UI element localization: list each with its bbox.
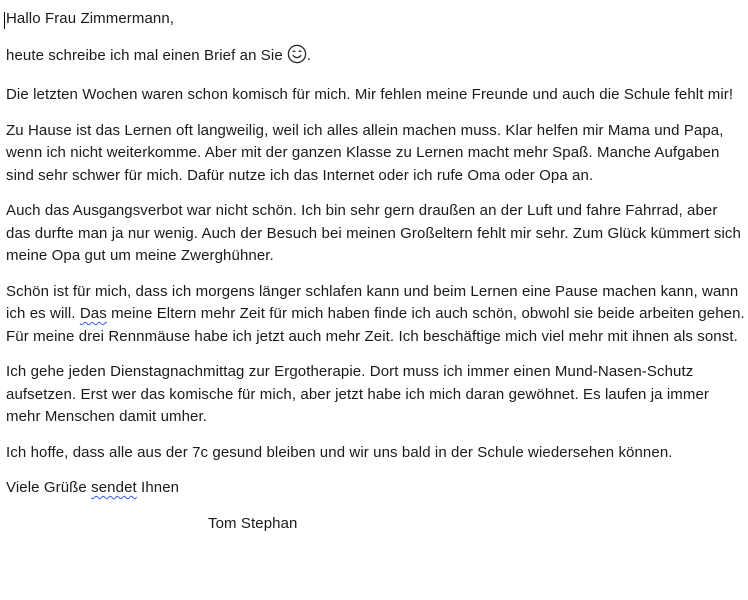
intro-end: .	[306, 46, 312, 64]
spellcheck-flagged-word[interactable]: Das	[79, 305, 107, 322]
paragraph-6: Ich hoffe, dass alle aus der 7c gesund bleiben und wir uns bald in der Schule wiedersehen können.	[6, 443, 673, 461]
intro-text: heute schreibe ich mal einen Brief an Sie	[6, 46, 283, 64]
closing-line	[6, 477, 746, 500]
paragraph-4-rest: meine Eltern mehr Zeit für mich haben finde ich auch schön, obwohl sie beide arbeiten gehen. Für meine drei Rennmäuse habe ich jetzt auch mehr Zeit. Ich beschäftige mich viel mehr mit ihnen als sonst.	[6, 305, 745, 345]
document-body[interactable]	[6, 8, 746, 548]
text-cursor	[4, 12, 5, 29]
paragraph-4	[6, 281, 746, 349]
paragraph-3: Auch das Ausgangsverbot war nicht schön. Ich bin sehr gern draußen an der Luft und fahre Fahrrad, aber das durfte man ja nur wenig. Auch der Besuch bei meinen Großeltern fehlt mir sehr. Zum Glück kümmert sich meine Opa gut um meine Zwerghühner.	[6, 202, 741, 264]
signature: Tom Stephan	[208, 514, 298, 532]
paragraph-2: Zu Hause ist das Lernen oft langweilig, weil ich alles allein machen muss. Klar helfen mir Mama und Papa, wenn ich nicht weiterkomme. Aber mit der ganzen Klasse zu Lernen macht mehr Spaß. Manche Aufgaben sind sehr schwer für mich. Dafür nutze ich das Internet oder ich rufe Oma oder Opa an.	[6, 121, 724, 184]
greeting-line	[6, 8, 746, 31]
paragraph-1: Die letzten Wochen waren schon komisch für mich. Mir fehlen meine Freunde und auch die Schule fehlt mir!	[6, 86, 734, 103]
paragraph-5: Ich gehe jeden Dienstagnachmittag zur Ergotherapie. Dort muss ich immer einen Mund-Nasen-Schutz aufsetzen. Erst wer das komische für mich, aber jetzt habe ich mich daran gewöhnet. Es laufen ja immer mehr Menschen damit umher.	[6, 363, 710, 425]
closing-end: Ihnen	[136, 479, 180, 496]
intro-paragraph	[6, 44, 746, 72]
winking-smiley-icon	[287, 44, 307, 72]
paragraph-4-start: Schön ist für mich, dass ich morgens länger schlafen kann und beim Lernen eine Pause machen kann, wann ich es will.	[6, 282, 739, 322]
closing-start: Viele Grüße	[6, 479, 92, 496]
spellcheck-flagged-word[interactable]: sendet	[91, 479, 137, 496]
greeting-text: Hallo Frau Zimmermann,	[6, 10, 175, 27]
